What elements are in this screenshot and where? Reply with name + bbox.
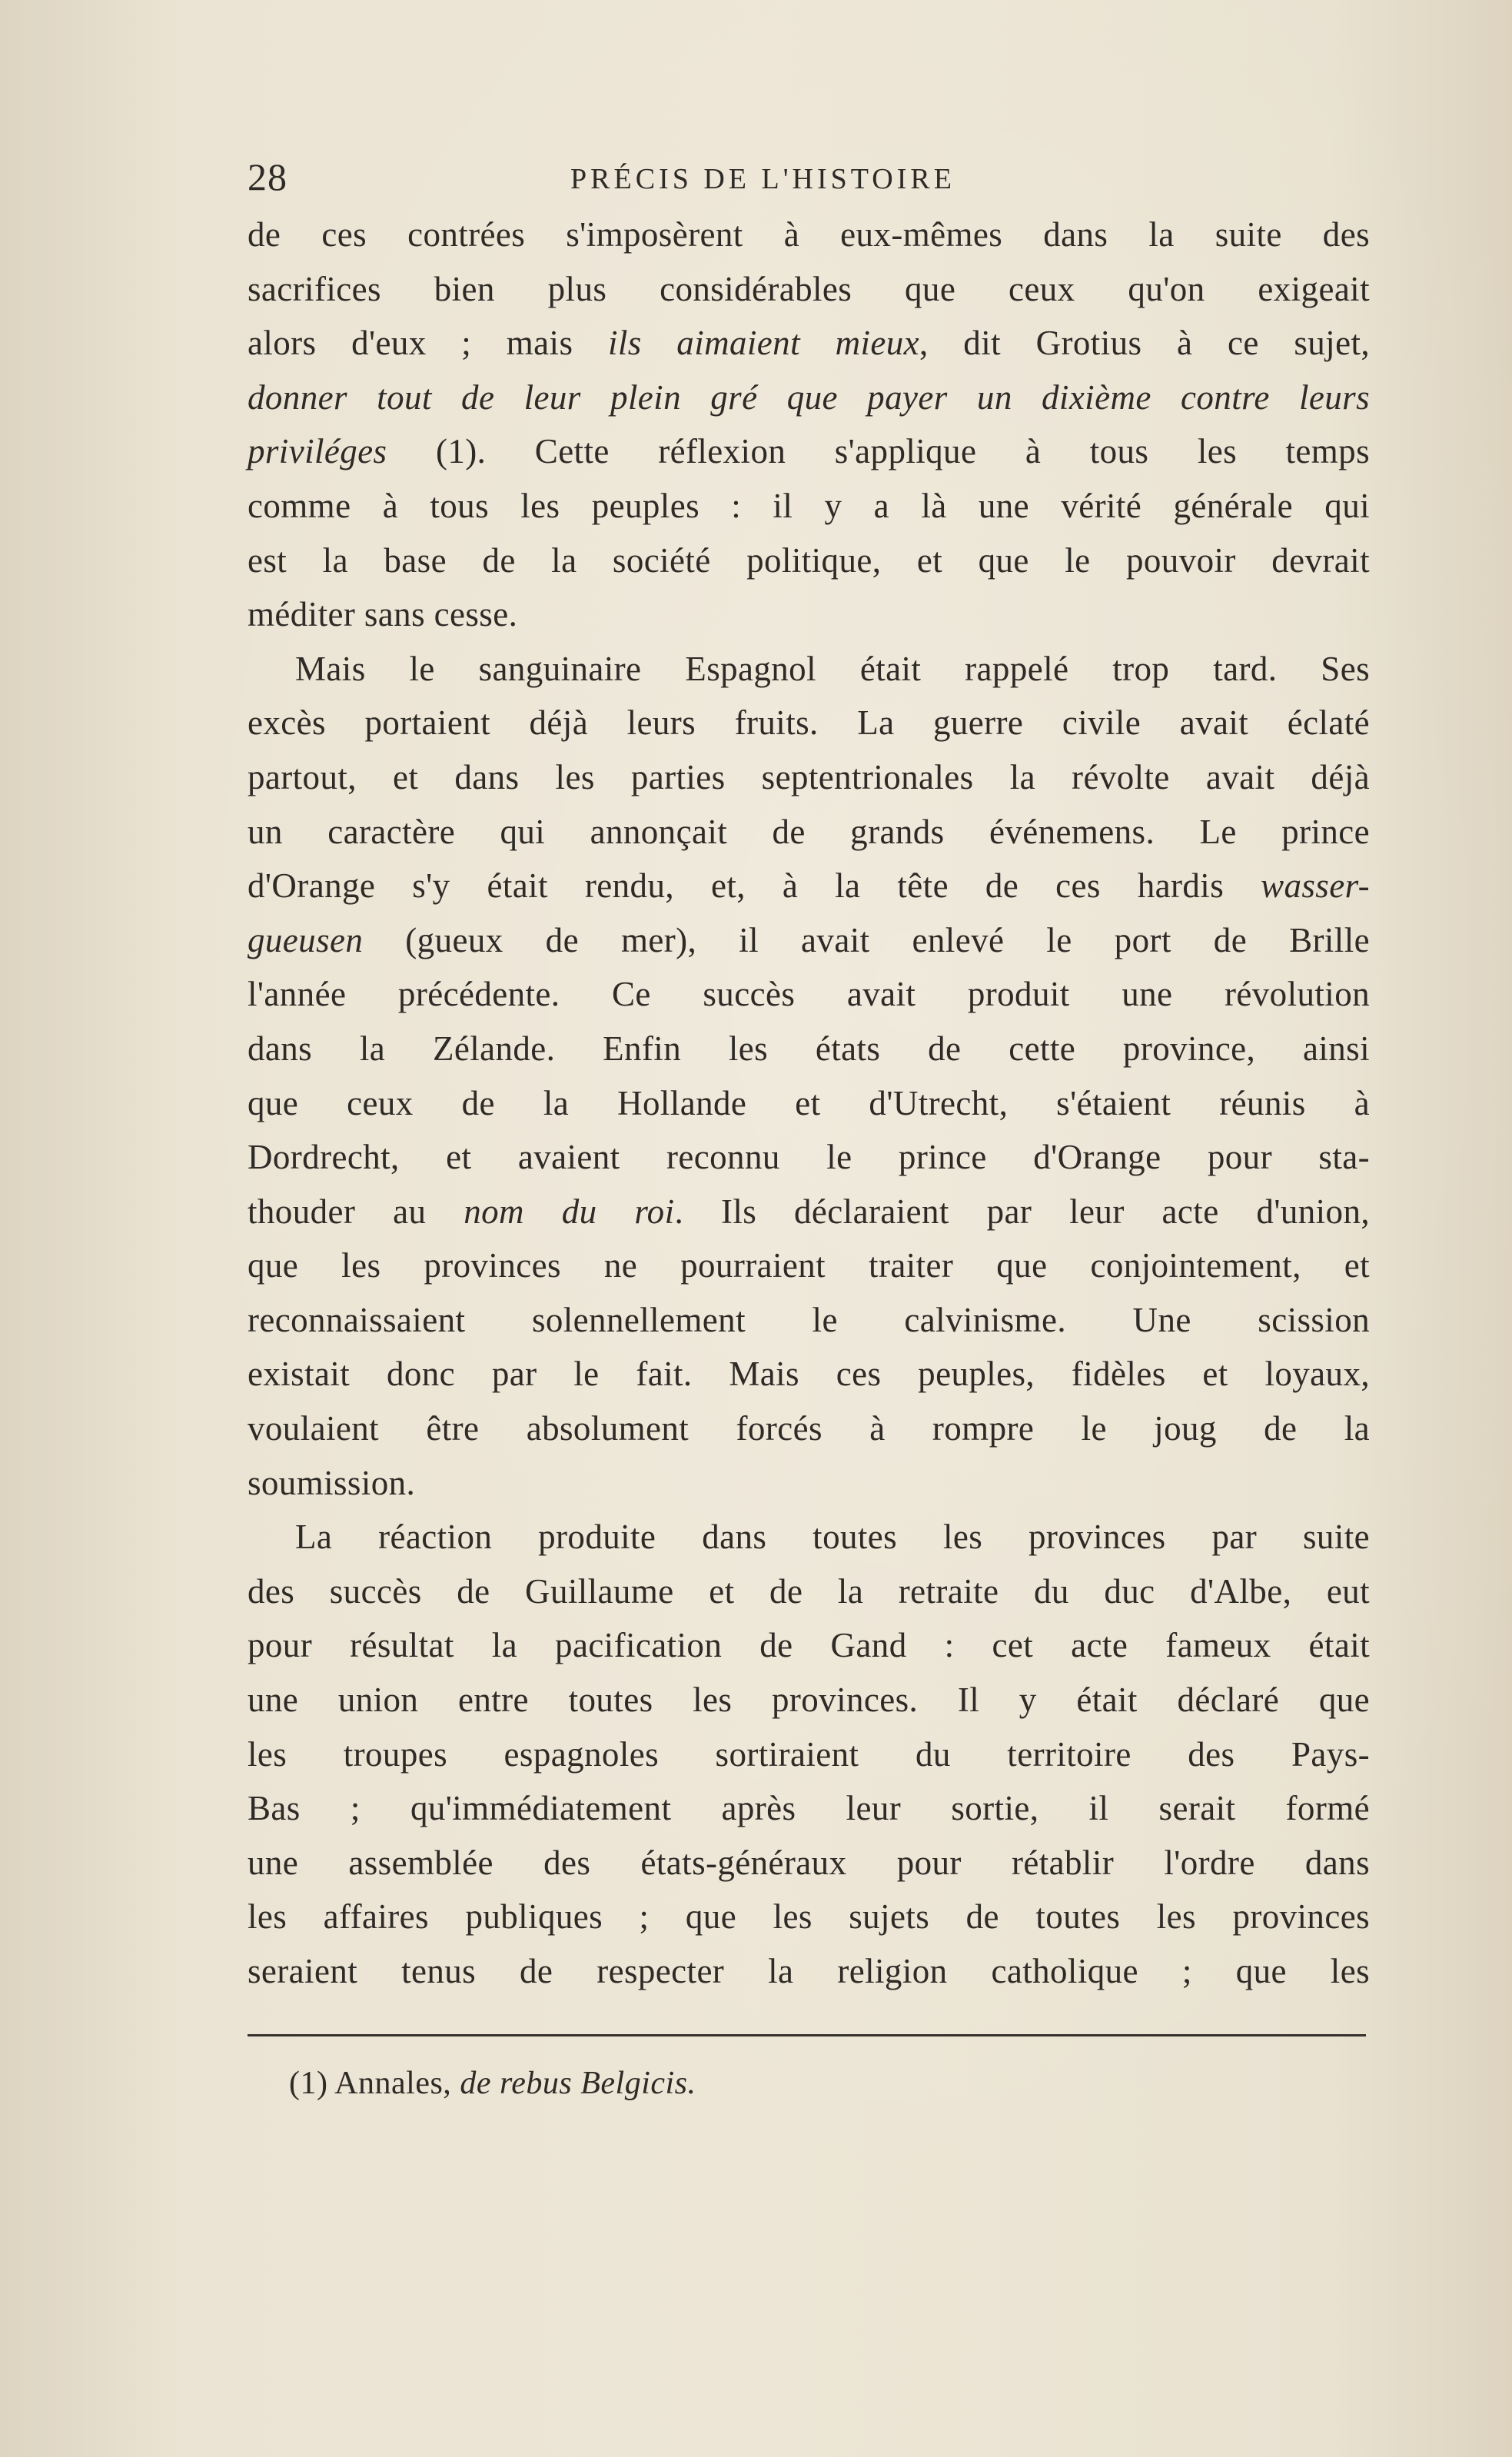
text-run: La réaction produite dans toutes les provinces par suite [295, 1518, 1370, 1557]
text-line [248, 642, 1370, 697]
footnote-italic-text: de rebus Belgicis. [460, 2066, 696, 2101]
text-line [248, 1673, 1370, 1727]
text-line [248, 1130, 1370, 1185]
text-line [248, 1727, 1370, 1782]
text-line [248, 859, 1370, 913]
text-line [248, 913, 1370, 968]
italic-text: ils aimaient mieux [607, 324, 920, 363]
text-run: méditer sans cesse. [248, 595, 518, 634]
text-run: . Ils déclaraient par leur acte d'union, [674, 1192, 1370, 1231]
text-run: des succès de Guillaume et de la retraite du duc d'Albe, eut [248, 1571, 1370, 1611]
text-line [248, 696, 1370, 750]
text-run: existait donc par le fait. Mais ces peuples, fidèles et loyaux, [248, 1355, 1370, 1394]
text-line [248, 1456, 1370, 1511]
text-run: les troupes espagnoles sortiraient du territoire des Pays- [248, 1734, 1370, 1774]
text-line [248, 1076, 1370, 1131]
text-line [248, 534, 1370, 588]
text-run: est la base de la société politique, et que le pouvoir devrait [248, 540, 1370, 580]
text-run: (gueux de mer), il avait enlevé le port de Brille [363, 920, 1370, 959]
text-run: (1). Cette réflexion s'applique à tous les temps [387, 432, 1370, 471]
text-line [248, 1618, 1370, 1673]
text-line [248, 750, 1370, 805]
body-text [248, 208, 1370, 1999]
text-line [248, 1347, 1370, 1401]
text-line [248, 1022, 1370, 1076]
text-run: un caractère qui annonçait de grands événemens. Le prince [248, 812, 1370, 851]
text-line [248, 316, 1370, 371]
text-run: d'Orange s'y était rendu, et, à la tête de ces hardis [248, 866, 1261, 906]
text-line [248, 1564, 1370, 1619]
italic-text: gueusen [248, 920, 364, 959]
text-run: Mais le sanguinaire Espagnol était rappelé trop tard. Ses [295, 649, 1370, 688]
text-line [248, 967, 1370, 1022]
text-line [248, 371, 1370, 425]
text-run: les affaires publiques ; que les sujets de toutes les provinces [248, 1897, 1370, 1937]
text-run: voulaient être absolument forcés à rompre le joug de la [248, 1409, 1370, 1448]
text-run: que ceux de la Hollande et d'Utrecht, s'étaient réunis à [248, 1083, 1370, 1122]
text-run: pour résultat la pacification de Gand : cet acte fameux était [248, 1626, 1370, 1665]
text-run: excès portaient déjà leurs fruits. La guerre civile avait éclaté [248, 703, 1370, 743]
footnote-rule [248, 2034, 1366, 2036]
footnote-text: Annales, [334, 2066, 452, 2101]
text-run: alors d'eux ; mais [248, 324, 608, 363]
italic-text: nom du roi [464, 1192, 675, 1231]
footnote-marker: (1) [289, 2066, 328, 2101]
text-line [248, 262, 1370, 317]
text-run: comme à tous les peuples : il y a là une vérité générale qui [248, 486, 1370, 525]
text-line [248, 424, 1370, 479]
running-head [248, 154, 1370, 200]
text-run: une assemblée des états-généraux pour rétablir l'ordre dans [248, 1843, 1370, 1882]
text-line [248, 1401, 1370, 1456]
text-run: seraient tenus de respecter la religion catholique ; que les [248, 1952, 1370, 1990]
text-run: thouder au [248, 1192, 464, 1231]
text-line [248, 1781, 1370, 1836]
text-run: soumission. [248, 1463, 416, 1502]
text-line [248, 1890, 1370, 1944]
text-line [248, 587, 1370, 642]
text-run: Dordrecht, et avaient reconnu le prince d'Orange pour sta- [248, 1138, 1370, 1177]
italic-text: donner tout de leur plein gré que payer un dixième contre leurs [248, 377, 1370, 417]
text-run: que les provinces ne pourraient traiter que conjointement, et [248, 1246, 1370, 1285]
text-line [248, 1293, 1370, 1348]
page-number: 28 [248, 155, 287, 198]
text-line [248, 208, 1370, 262]
running-title: PRÉCIS DE L'HISTOIRE [570, 163, 955, 195]
text-line [248, 1836, 1370, 1890]
footnote [289, 2060, 696, 2106]
text-run: partout, et dans les parties septentrionales la révolte avait déjà [248, 757, 1370, 796]
text-line [248, 805, 1370, 859]
text-line [248, 1238, 1370, 1293]
text-run: l'année précédente. Ce succès avait produit une révolution [248, 975, 1370, 1014]
text-run: reconnaissaient solennellement le calvinisme. Une scission [248, 1300, 1370, 1339]
text-run: , dit Grotius à ce sujet, [919, 324, 1370, 363]
text-run: de ces contrées s'imposèrent à eux-mêmes dans la suite des [248, 215, 1370, 254]
text-run: une union entre toutes les provinces. Il y était déclaré que [248, 1681, 1370, 1720]
text-line [248, 1185, 1370, 1239]
text-line [248, 1944, 1370, 1999]
text-run: sacrifices bien plus considérables que ceux qu'on exigeait [248, 269, 1370, 308]
text-run: Bas ; qu'immédiatement après leur sortie, il serait formé [248, 1789, 1370, 1828]
text-line [248, 479, 1370, 534]
text-line [248, 1510, 1370, 1564]
italic-text: priviléges [248, 432, 387, 471]
italic-text: wasser- [1261, 866, 1370, 906]
text-run: dans la Zélande. Enfin les états de cette province, ainsi [248, 1029, 1370, 1068]
